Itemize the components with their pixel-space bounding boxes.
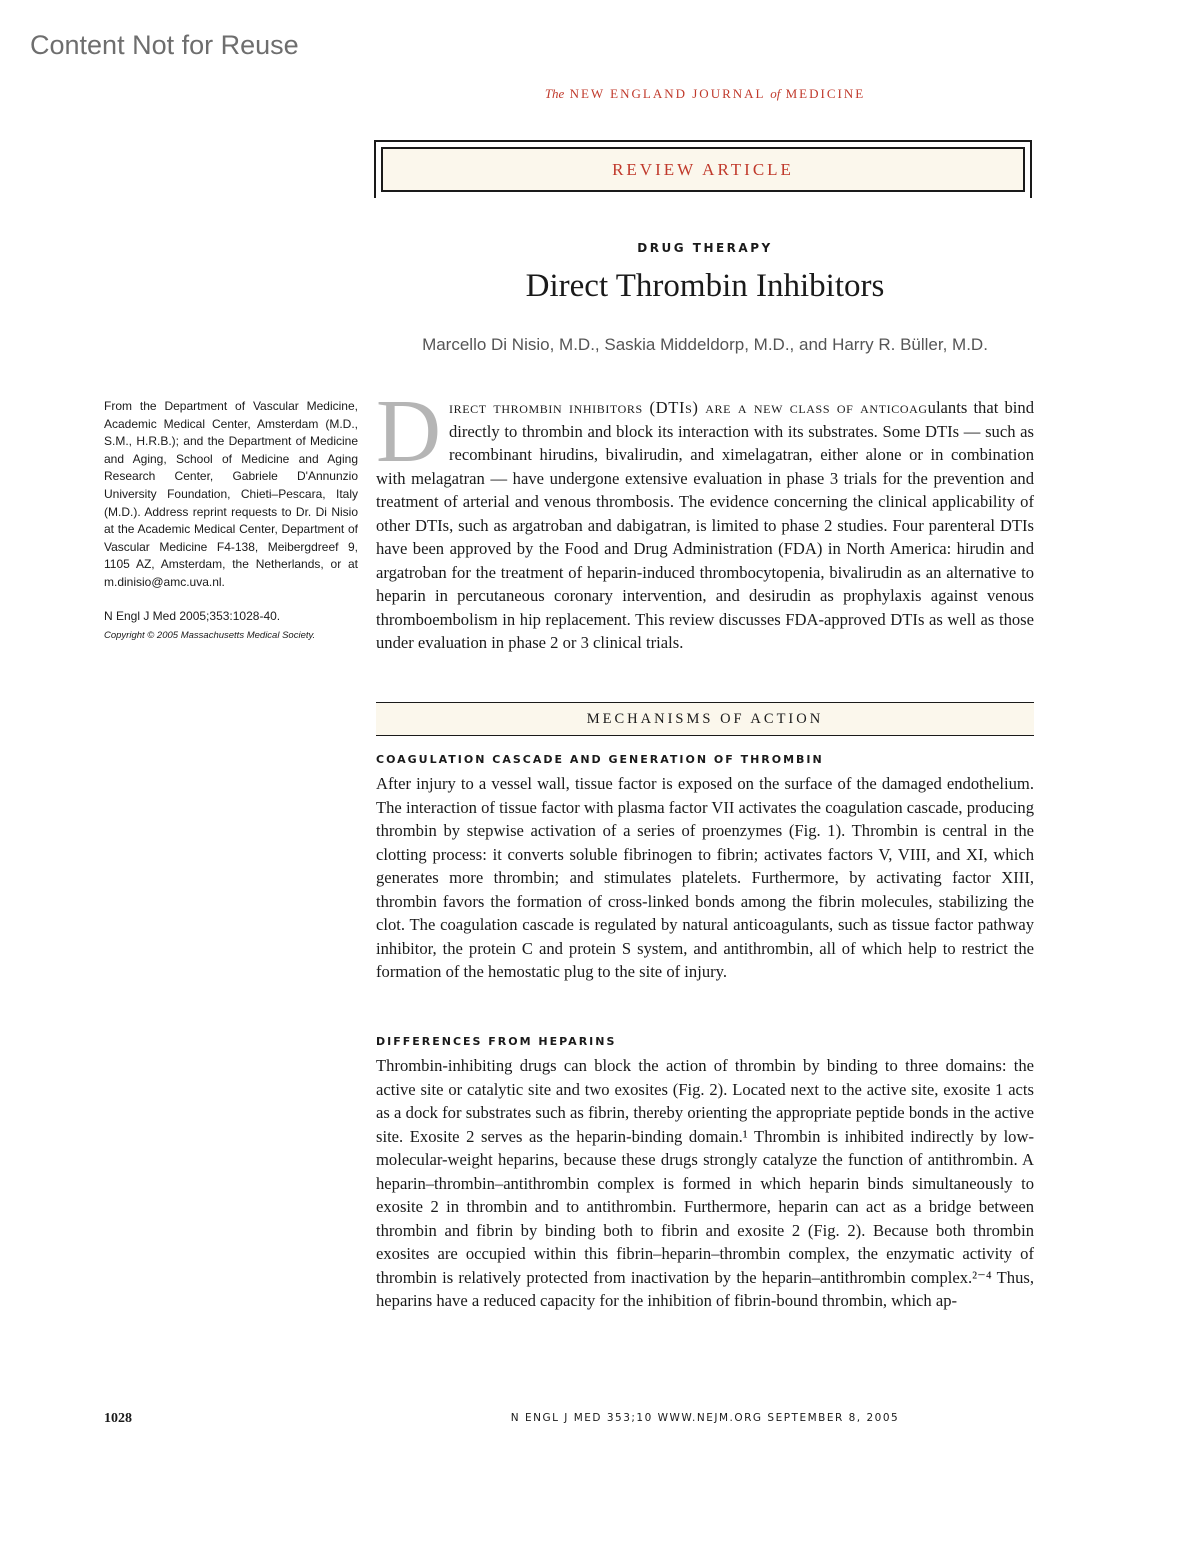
article-type-label: REVIEW ARTICLE — [612, 159, 794, 179]
footer-journal-line: N ENGL J MED 353;10 WWW.NEJM.ORG SEPTEMBER 8, 2005 — [510, 1412, 900, 1424]
sidebar-notes — [104, 398, 358, 645]
paragraph-heparins: Thrombin-inhibiting drugs can block the action of thrombin by binding to three domains: the active site or catalytic site and two exosites (Fig. 2). Located next to the active site, exosite 1 acts as a dock for substrates such as fibrin, thereby orienting the appropriate peptide bonds in the active site. Exosite 2 serves as the heparin-binding domain.¹ Thrombin is inhibited indirectly by low-molecular-weight heparins, because these drugs strongly catalyze the function of antithrombin. A heparin–thrombin–antithrombin complex is formed in which heparin binds simultaneously to exosite 2 in thrombin and to antithrombin. Furthermore, heparin can act as a bridge between thrombin and fibrin by binding both to fibrin and exosite 2 (Fig. 2). Because both thrombin exosites are occupied within this fibrin–heparin–thrombin complex, the enzymatic activity of thrombin is relatively protected from inactivation by the heparin–antithrombin complex.²⁻⁴ Thus, heparins have a reduced capacity for the inhibition of fibrin-bound thrombin, which ap- — [376, 1056, 1034, 1310]
watermark: Content Not for Reuse — [30, 30, 299, 60]
running-head-of: of — [770, 86, 781, 101]
copyright: Copyright © 2005 Massachusetts Medical Society. — [104, 630, 316, 642]
section-header — [376, 702, 1034, 736]
subsection-heading-coagulation: COAGULATION CASCADE AND GENERATION OF THROMBIN — [376, 753, 824, 766]
affiliation-note: From the Department of Vascular Medicine, Academic Medical Center, Amsterdam (M.D., S.M., H.R.B.); and the Department of Medicine and Aging, School of Medicine and Aging Research Center, Gabriele D'Annunzio University Foundation, Chieti–Pescara, Italy (M.D.). Address reprint requests to Dr. Di Nisio at the Academic Medical Center, Department of Vascular Medicine F4-138, Meibergdreef 9, 1105 AZ, Amsterdam, the Netherlands, or at m.dinisio@amc.uva.nl. — [104, 399, 358, 589]
running-head-part2: MEDICINE — [785, 86, 866, 101]
author-list: Marcello Di Nisio, M.D., Saskia Middeldorp, M.D., and Harry R. Büller, M.D. — [422, 335, 988, 354]
subsection-heading-heparins: DIFFERENCES FROM HEPARINS — [376, 1035, 617, 1048]
page-number: 1028 — [104, 1411, 132, 1426]
paragraph-coagulation: After injury to a vessel wall, tissue factor is exposed on the surface of the damaged endothelium. The interaction of tissue factor with plasma factor VII activates the coagulation cascade, producing thrombin by stepwise activation of a series of proenzymes (Fig. 1). Thrombin is central in the clotting process: it converts soluble fibrinogen to fibrin; activates factors V, VIII, and XI, which generates more thrombin; and stimulates platelets. Furthermore, by activating factor XIII, thrombin favors the formation of cross-linked bonds among the fibrin molecules, stabilizing the clot. The coagulation cascade is regulated by natural anticoagulants, such as tissue factor pathway inhibitor, the protein C and protein S system, and antithrombin, all of which help to restrict the formation of the hemostatic plug to the site of injury. — [376, 774, 1034, 981]
article-title: Direct Thrombin Inhibitors — [525, 268, 885, 304]
running-head — [376, 86, 1034, 102]
section-title: MECHANISMS OF ACTION — [586, 710, 824, 727]
article-type-banner — [381, 147, 1025, 192]
intro-paragraph — [376, 382, 1034, 655]
intro-lead: irect thrombin inhibitors (DTIs) are a new class of anticoag — [449, 398, 928, 417]
intro-text: ulants that bind directly to thrombin and block its interaction with its substrates. Some DTIs — such as recombinant hirudins, bivalirudin, and ximelagatran, either alone or in combination with melagatran — have undergone extensive evaluation in phase 3 trials for the prevention and treatment of arterial and venous thrombosis. The evidence concerning the clinical applicability of other DTIs, such as argatroban and dabigatran, is limited to phase 2 studies. Four parenteral DTIs have been approved by the Food and Drug Administration (FDA) in North America: hirudin and argatroban for the treatment of heparin-induced thrombocytopenia, bivalirudin as an alternative to heparin in percutaneous coronary intervention, and desirudin as prophylaxis against venous thromboembolism in hip replacement. This review discusses FDA-approved DTIs as well as those under evaluation in phase 2 or 3 clinical trials. — [376, 398, 1034, 652]
citation: N Engl J Med 2005;353:1028-40. — [104, 608, 281, 623]
drop-cap: D — [376, 382, 441, 481]
section-kicker: DRUG THERAPY — [637, 241, 773, 255]
running-head-prefix: The — [544, 86, 565, 101]
running-head-part1: NEW ENGLAND JOURNAL — [569, 86, 765, 101]
